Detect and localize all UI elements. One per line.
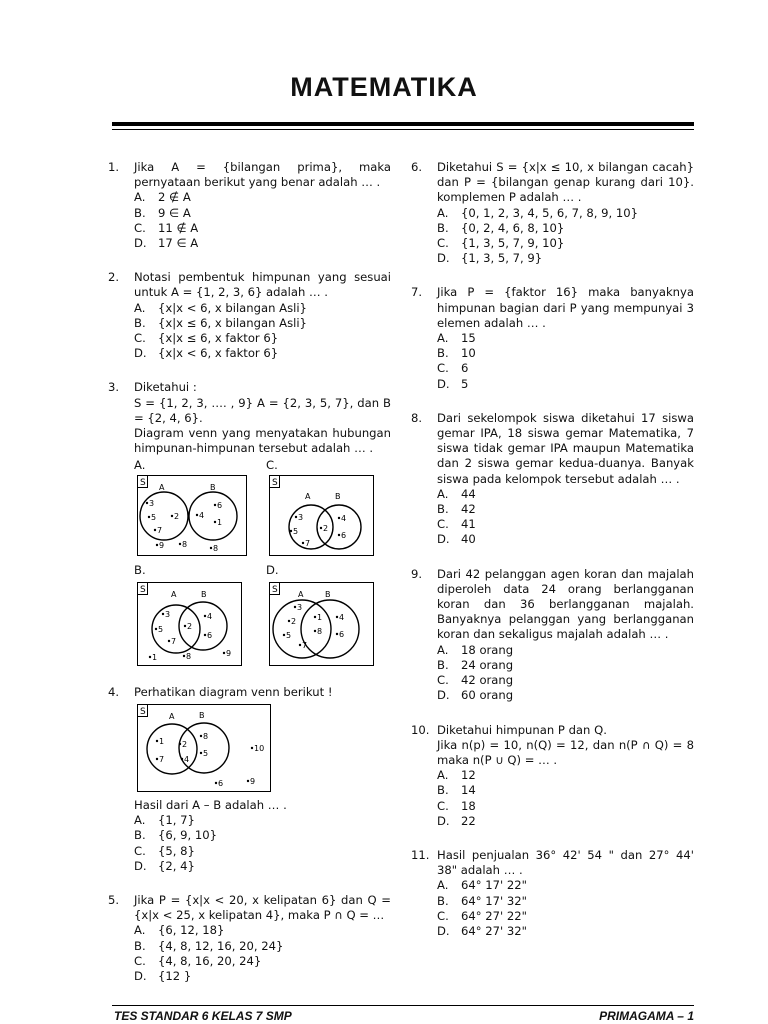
venn-diagram-option-c[interactable] <box>269 475 374 556</box>
option-letter[interactable]: A. <box>134 458 146 472</box>
option-letter: A. <box>134 813 146 828</box>
question-number: 10. <box>411 722 430 737</box>
option-text: 60 orang <box>461 688 514 703</box>
element: 7 <box>159 755 165 764</box>
option-text: 14 <box>461 783 476 798</box>
universe-label: S <box>272 478 278 488</box>
option[interactable] <box>134 206 391 221</box>
option-letter: C. <box>437 517 449 532</box>
element: 1 <box>217 518 223 527</box>
option-letter: B. <box>437 220 449 235</box>
question-2 <box>108 270 391 361</box>
set-a-label: A <box>298 590 304 599</box>
question-text: Diketahui S = {x|x ≤ 10, x bilangan cacah} dan P = {bilangan genap kurang dari 10}. komplemen P adalah … . <box>437 160 694 205</box>
option[interactable] <box>437 643 694 658</box>
option-letter: B. <box>134 828 146 843</box>
option[interactable] <box>437 502 694 517</box>
option[interactable] <box>437 878 694 893</box>
option-letter: A. <box>437 642 449 657</box>
option-letter: A. <box>134 190 146 205</box>
element: 8 <box>182 540 188 549</box>
question-text: Jika P = {x|x < 20, x kelipatan 6} dan Q = {x|x < 25, x kelipatan 4}, maka P ∩ Q = … <box>134 893 391 923</box>
option-letter: A. <box>134 300 146 315</box>
element: 2 <box>187 622 193 631</box>
element: 5 <box>158 625 164 634</box>
element: 4 <box>339 613 345 622</box>
option-letter: B. <box>437 783 449 798</box>
option-letter: C. <box>437 361 449 376</box>
question-3 <box>108 380 391 456</box>
option[interactable] <box>437 346 694 361</box>
option-letter: B. <box>437 346 449 361</box>
question-number: 2. <box>108 270 120 285</box>
option[interactable] <box>437 361 694 376</box>
element: 3 <box>149 499 155 508</box>
question-text: Notasi pembentuk himpunan yang sesuai untuk A = {1, 2, 3, 6} adalah … . <box>134 270 391 300</box>
question-number: 5. <box>108 893 120 908</box>
option[interactable] <box>437 783 694 798</box>
question-number: 1. <box>108 160 120 174</box>
option-letter: C. <box>437 236 449 251</box>
universe-label: S <box>140 585 146 595</box>
option-text: {x|x < 6, x faktor 6} <box>158 346 279 361</box>
option[interactable] <box>134 346 391 361</box>
element: 1 <box>317 613 323 622</box>
question-text: Diketahui himpunan P dan Q. <box>437 722 607 737</box>
element: 9 <box>226 649 232 658</box>
option-text: 17 ∈ A <box>158 236 199 251</box>
option-text: {6, 12, 18} <box>158 923 225 938</box>
element: 5 <box>293 527 299 536</box>
question-text: Hasil penjualan 36° 42' 54 " dan 27° 44' 38" adalah … . <box>437 847 694 878</box>
question-text: Diketahui : <box>134 380 197 395</box>
option-text: {6, 9, 10} <box>158 828 217 843</box>
option-text: 22 <box>461 813 476 828</box>
element: 2 <box>174 512 180 521</box>
question-4-body <box>134 798 391 874</box>
element: 1 <box>152 653 158 662</box>
option[interactable] <box>134 859 391 874</box>
element: 4 <box>184 755 190 764</box>
element: 8 <box>213 544 219 553</box>
option-letter[interactable]: C. <box>266 458 278 472</box>
option-letter: B. <box>437 657 449 672</box>
option[interactable] <box>134 954 391 969</box>
option-letter: B. <box>437 893 449 908</box>
option-letter: C. <box>134 220 146 235</box>
option[interactable] <box>134 939 391 954</box>
element: 2 <box>291 617 297 626</box>
set-b-label: B <box>210 483 216 492</box>
option-text: 18 orang <box>461 642 514 657</box>
option-text: {0, 1, 2, 3, 4, 5, 6, 7, 8, 9, 10} <box>461 205 638 220</box>
option-text: {1, 7} <box>158 813 195 828</box>
option-letter: C. <box>134 953 146 968</box>
option-letter: B. <box>134 938 146 953</box>
question-9 <box>411 566 694 704</box>
question-text: Hasil dari A – B adalah … . <box>134 798 287 812</box>
universe-label: S <box>272 585 278 595</box>
option-letter: A. <box>437 331 449 346</box>
option[interactable] <box>437 814 694 829</box>
option[interactable] <box>437 221 694 236</box>
footer-rule <box>112 1005 694 1006</box>
option[interactable] <box>134 813 391 828</box>
element: 7 <box>305 539 311 548</box>
question-number: 6. <box>411 160 423 174</box>
option-letter[interactable]: B. <box>134 563 146 577</box>
option-letter: C. <box>437 798 449 813</box>
element: 2 <box>182 740 188 749</box>
option-text: 64° 27' 32" <box>461 923 527 938</box>
option-text: {1, 3, 5, 7, 9, 10} <box>461 236 565 251</box>
option-text: 42 <box>461 502 476 517</box>
option-letter: A. <box>437 205 449 220</box>
element: 10 <box>254 744 265 753</box>
question-text: Dari sekelompok siswa diketahui 17 siswa gemar IPA, 18 siswa gemar Matematika, 7 siswa tidak gemar IPA maupun Matematika dan 2 siswa gemar kedua-duanya. Banyak siswa pada kelompok tersebut adalah … . <box>437 410 694 486</box>
element: 3 <box>165 610 171 619</box>
option-text: {4, 8, 12, 16, 20, 24} <box>158 938 284 953</box>
right-column <box>411 160 694 958</box>
option-text: 64° 27' 22" <box>461 908 527 923</box>
option[interactable] <box>437 251 694 266</box>
option[interactable] <box>437 532 694 547</box>
set-b-label: B <box>325 590 331 599</box>
question-10 <box>411 722 694 829</box>
option[interactable] <box>437 377 694 392</box>
set-a-circle <box>140 492 188 540</box>
question-4 <box>108 685 391 700</box>
element: 1 <box>159 737 165 746</box>
footer-right: PRIMAGAMA – 1 <box>599 1009 694 1023</box>
option-letter: D. <box>437 688 450 703</box>
question-text: Jika P = {faktor 16} maka banyaknya himpunan bagian dari P yang mempunyai 3 elemen adalah … . <box>437 285 694 330</box>
element: 7 <box>157 526 163 535</box>
option-letter: D. <box>437 813 450 828</box>
option[interactable] <box>437 236 694 251</box>
element: 9 <box>250 777 256 786</box>
element: 3 <box>297 603 303 612</box>
left-column <box>108 160 391 475</box>
option-text: 9 ∈ A <box>158 205 191 220</box>
option-text: {1, 3, 5, 7, 9} <box>461 251 543 266</box>
set-b-label: B <box>201 590 207 599</box>
option-letter: D. <box>134 236 147 251</box>
option-letter: D. <box>437 376 450 391</box>
set-a-label: A <box>169 712 175 721</box>
set-a-label: A <box>159 483 165 492</box>
option-text: 10 <box>461 346 476 361</box>
option-letter: C. <box>437 673 449 688</box>
option[interactable] <box>134 316 391 331</box>
question-number: 9. <box>411 566 423 581</box>
element: 5 <box>151 513 157 522</box>
option-text: 5 <box>461 376 469 391</box>
question-7 <box>411 285 694 391</box>
question-number: 11. <box>411 847 430 862</box>
question-11 <box>411 847 694 939</box>
question-text: S = {1, 2, 3, …. , 9} A = {2, 3, 5, 7}, dan B = {2, 4, 6}. <box>134 395 391 425</box>
question-text: Perhatikan diagram venn berikut ! <box>134 685 333 699</box>
option-text: 18 <box>461 798 476 813</box>
option-text: 64° 17' 32" <box>461 893 527 908</box>
option-letter: D. <box>437 923 450 938</box>
title-rule-thin <box>112 129 694 130</box>
option-letter: B. <box>437 502 449 517</box>
option-letter[interactable]: D. <box>266 563 279 577</box>
option-letter: A. <box>134 923 146 938</box>
element: 3 <box>298 513 304 522</box>
option-text: {x|x ≤ 6, x faktor 6} <box>158 331 279 346</box>
question-number: 8. <box>411 410 423 425</box>
option-text: {5, 8} <box>158 843 195 858</box>
option-text: 44 <box>461 486 476 501</box>
element: 6 <box>217 501 223 510</box>
option-text: 64° 17' 22" <box>461 878 527 893</box>
option[interactable] <box>134 828 391 843</box>
element: 7 <box>302 641 308 650</box>
option[interactable] <box>134 923 391 938</box>
option[interactable] <box>437 673 694 688</box>
set-b-circle <box>301 600 359 658</box>
question-8 <box>411 410 694 548</box>
element: 6 <box>218 779 224 788</box>
option[interactable] <box>134 190 391 205</box>
set-a-label: A <box>171 590 177 599</box>
option-text: {12 } <box>158 969 192 984</box>
question-number: 7. <box>411 285 423 300</box>
option-text: 2 ∉ A <box>158 190 191 205</box>
option-letter: B. <box>134 205 146 220</box>
option-letter: C. <box>134 843 146 858</box>
option[interactable] <box>134 331 391 346</box>
option[interactable] <box>437 768 694 783</box>
question-number: 4. <box>108 685 120 699</box>
option-letter: C. <box>437 908 449 923</box>
question-text: Dari 42 pelanggan agen koran dan majalah diperoleh data 24 orang berlangganan koran dan 36 berlangganan majalah. Banyaknya pelanggan yang berlangganan koran dan sekaligus majalah adalah … . <box>437 566 694 642</box>
question-text: Jika n(p) = 10, n(Q) = 12, dan n(P ∩ Q) = 8 maka n(P ∪ Q) = … . <box>437 737 694 767</box>
option-letter: D. <box>437 251 450 266</box>
option[interactable] <box>134 301 391 316</box>
option[interactable] <box>437 206 694 221</box>
option-text: {x|x ≤ 6, x bilangan Asli} <box>158 315 307 330</box>
option[interactable] <box>134 221 391 236</box>
option-letter: D. <box>134 346 147 361</box>
option-letter: C. <box>134 331 146 346</box>
option-letter: A. <box>437 768 449 783</box>
option-letter: D. <box>134 969 147 984</box>
option[interactable] <box>437 909 694 924</box>
element: 8 <box>203 732 209 741</box>
element: 4 <box>199 511 205 520</box>
option-letter: A. <box>437 486 449 501</box>
venn-diagram-option-a[interactable] <box>137 475 247 556</box>
option-text: 11 ∉ A <box>158 220 199 235</box>
element: 6 <box>339 630 345 639</box>
footer-left: TES STANDAR 6 KELAS 7 SMP <box>114 1009 292 1023</box>
option[interactable] <box>134 236 391 251</box>
option-text: 15 <box>461 331 476 346</box>
question-4-answers <box>108 798 391 1003</box>
option-letter: D. <box>437 532 450 547</box>
page-title: MATEMATIKA <box>290 72 478 102</box>
option[interactable] <box>134 969 391 984</box>
option[interactable] <box>134 844 391 859</box>
element: 6 <box>207 631 213 640</box>
option-text: 24 orang <box>461 657 514 672</box>
set-b-label: B <box>199 711 205 720</box>
element: 4 <box>207 612 213 621</box>
venn-diagram-option-b[interactable] <box>137 582 242 666</box>
question-text: Jika A = {bilangan prima}, maka pernyataan berikut yang benar adalah … . <box>134 160 391 190</box>
option-text: 6 <box>461 361 469 376</box>
element: 4 <box>341 514 347 523</box>
element: 9 <box>159 541 165 550</box>
option-letter: A. <box>437 878 449 893</box>
set-b-circle <box>189 492 237 540</box>
option-text: {0, 2, 4, 6, 8, 10} <box>461 220 565 235</box>
option[interactable] <box>437 688 694 703</box>
option-text: 12 <box>461 768 476 783</box>
universe-label: S <box>140 707 146 717</box>
option[interactable] <box>437 658 694 673</box>
element: 5 <box>286 631 292 640</box>
title-rule-thick <box>112 122 694 126</box>
option[interactable] <box>437 331 694 346</box>
option[interactable] <box>437 894 694 909</box>
question-6 <box>411 160 694 266</box>
option-text: 41 <box>461 517 476 532</box>
option[interactable] <box>437 924 694 939</box>
element: 7 <box>171 637 177 646</box>
option[interactable] <box>437 517 694 532</box>
option-text: {4, 8, 16, 20, 24} <box>158 953 262 968</box>
option-text: {2, 4} <box>158 858 195 873</box>
element: 8 <box>317 627 323 636</box>
venn-diagram-option-d[interactable] <box>269 582 374 666</box>
question-5 <box>108 893 391 984</box>
universe-label: S <box>140 478 146 488</box>
option-text: 40 <box>461 532 476 547</box>
option[interactable] <box>437 799 694 814</box>
question-text: Diagram venn yang menyatakan hubungan himpunan-himpunan tersebut adalah … . <box>134 426 391 456</box>
question-number: 3. <box>108 380 120 395</box>
element: 5 <box>203 749 209 758</box>
venn-diagram-question-4 <box>137 704 271 792</box>
option-letter: D. <box>134 858 147 873</box>
option-letter: B. <box>134 315 146 330</box>
element: 2 <box>323 524 329 533</box>
element: 6 <box>341 531 347 540</box>
element: 8 <box>186 652 192 661</box>
set-a-circle <box>147 724 197 774</box>
set-b-label: B <box>335 492 341 501</box>
option-text: {x|x < 6, x bilangan Asli} <box>158 300 307 315</box>
set-a-label: A <box>305 492 311 501</box>
option[interactable] <box>437 487 694 502</box>
question-1 <box>108 160 391 251</box>
option-text: 42 orang <box>461 673 514 688</box>
